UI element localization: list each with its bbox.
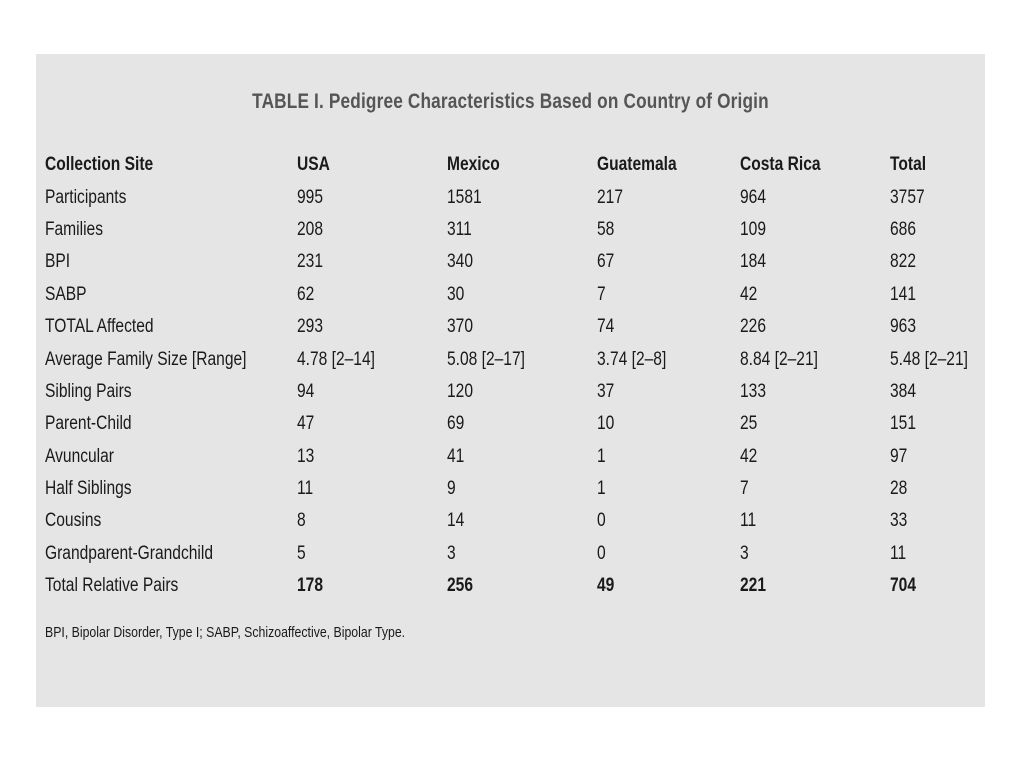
total-cell: 963 [889,316,916,338]
table-cell: 184 [739,251,766,273]
column-header-guatemala: Guatemala [597,154,677,176]
row-label: Parent-Child [45,413,132,435]
row-label: Families [45,218,104,240]
table-cell: 49 [597,575,615,597]
table-cell: 69 [446,413,465,435]
table-row [45,376,985,408]
table-cell: 42 [739,445,757,467]
total-cell: 28 [889,478,908,500]
row-label: Cousins [45,510,102,532]
table-cell: 11 [296,478,313,500]
table-row [45,570,985,602]
column-header-costa-rica: Costa Rica [739,154,821,176]
column-header-collection-site: Collection Site [45,154,154,176]
row-label: TOTAL Affected [45,316,154,338]
table-panel [36,54,985,707]
table-cell: 30 [446,283,465,305]
table-row [45,181,985,213]
total-cell: 151 [889,413,916,435]
table-cell: 3 [446,542,456,564]
total-cell: 141 [889,283,916,305]
table-cell: 1581 [446,186,482,208]
table-cell: 8 [296,510,306,532]
table-cell: 256 [446,575,473,597]
table-cell: 41 [446,445,465,467]
row-label: Participants [45,186,127,208]
table-cell: 0 [597,510,606,532]
table-cell: 42 [739,283,757,305]
table-cell: 208 [296,218,323,240]
table-row [45,505,985,537]
table-cell: 293 [296,316,323,338]
header-row [45,149,985,181]
table-cell: 7 [739,478,749,500]
table-cell: 9 [446,478,456,500]
table-cell: 120 [446,380,473,402]
table-cell: 5.08 [2–17] [446,348,525,370]
table-row [45,538,985,570]
row-label: Sibling Pairs [45,380,132,402]
row-label: Avuncular [45,445,115,467]
table-cell: 11 [739,510,756,532]
table-cell: 8.84 [2–21] [739,348,818,370]
table-cell: 340 [446,251,473,273]
table-body [45,181,985,602]
table-cell: 221 [739,575,766,597]
total-cell: 3757 [889,186,925,208]
table-cell: 3.74 [2–8] [597,348,667,370]
total-cell: 384 [889,380,916,402]
total-cell: 822 [889,251,916,273]
row-label: Grandparent-Grandchild [45,542,214,564]
table-cell: 1 [597,478,606,500]
table-cell: 37 [597,380,615,402]
table-cell: 14 [446,510,465,532]
table-cell: 964 [739,186,766,208]
table-cell: 0 [597,542,606,564]
table-cell: 13 [296,445,315,467]
total-cell: 33 [889,510,908,532]
table-cell: 58 [597,218,615,240]
total-cell: 11 [889,542,907,564]
row-label: Total Relative Pairs [45,575,179,597]
row-label: SABP [45,283,87,305]
table-cell: 62 [296,283,315,305]
column-header-total: Total [889,154,926,176]
table-cell: 1 [597,445,606,467]
table-row [45,473,985,505]
table-cell: 47 [296,413,315,435]
table-cell: 370 [446,316,473,338]
row-label: BPI [45,251,71,273]
total-cell: 97 [889,445,908,467]
table-cell: 25 [739,413,757,435]
row-label: Half Siblings [45,478,132,500]
table-cell: 3 [739,542,749,564]
table-footnote: BPI, Bipolar Disorder, Type I; SABP, Schizoaffective, Bipolar Type. [45,624,406,641]
table-row [45,214,985,246]
total-cell: 5.48 [2–21] [889,348,968,370]
table-cell: 67 [597,251,615,273]
pedigree-table [45,149,985,602]
table-cell: 74 [597,316,615,338]
table-cell: 217 [597,186,624,208]
table-cell: 178 [296,575,323,597]
table-cell: 231 [296,251,323,273]
column-header-mexico: Mexico [446,154,500,176]
table-cell: 7 [597,283,606,305]
table-row [45,311,985,343]
table-cell: 133 [739,380,766,402]
table-cell: 311 [446,218,472,240]
table-row [45,343,985,375]
table-cell: 995 [296,186,323,208]
table-row [45,408,985,440]
table-cell: 10 [597,413,615,435]
column-header-usa: USA [296,154,330,176]
table-title: TABLE I. Pedigree Characteristics Based on Country of Origin [252,90,769,113]
table-cell: 226 [739,316,766,338]
table-cell: 5 [296,542,306,564]
table-row [45,441,985,473]
total-cell: 704 [889,575,916,597]
table-cell: 94 [296,380,315,402]
row-label: Average Family Size [Range] [45,348,247,370]
table-cell: 4.78 [2–14] [296,348,375,370]
total-cell: 686 [889,218,916,240]
table-row [45,246,985,278]
table-row [45,279,985,311]
table-cell: 109 [739,218,766,240]
